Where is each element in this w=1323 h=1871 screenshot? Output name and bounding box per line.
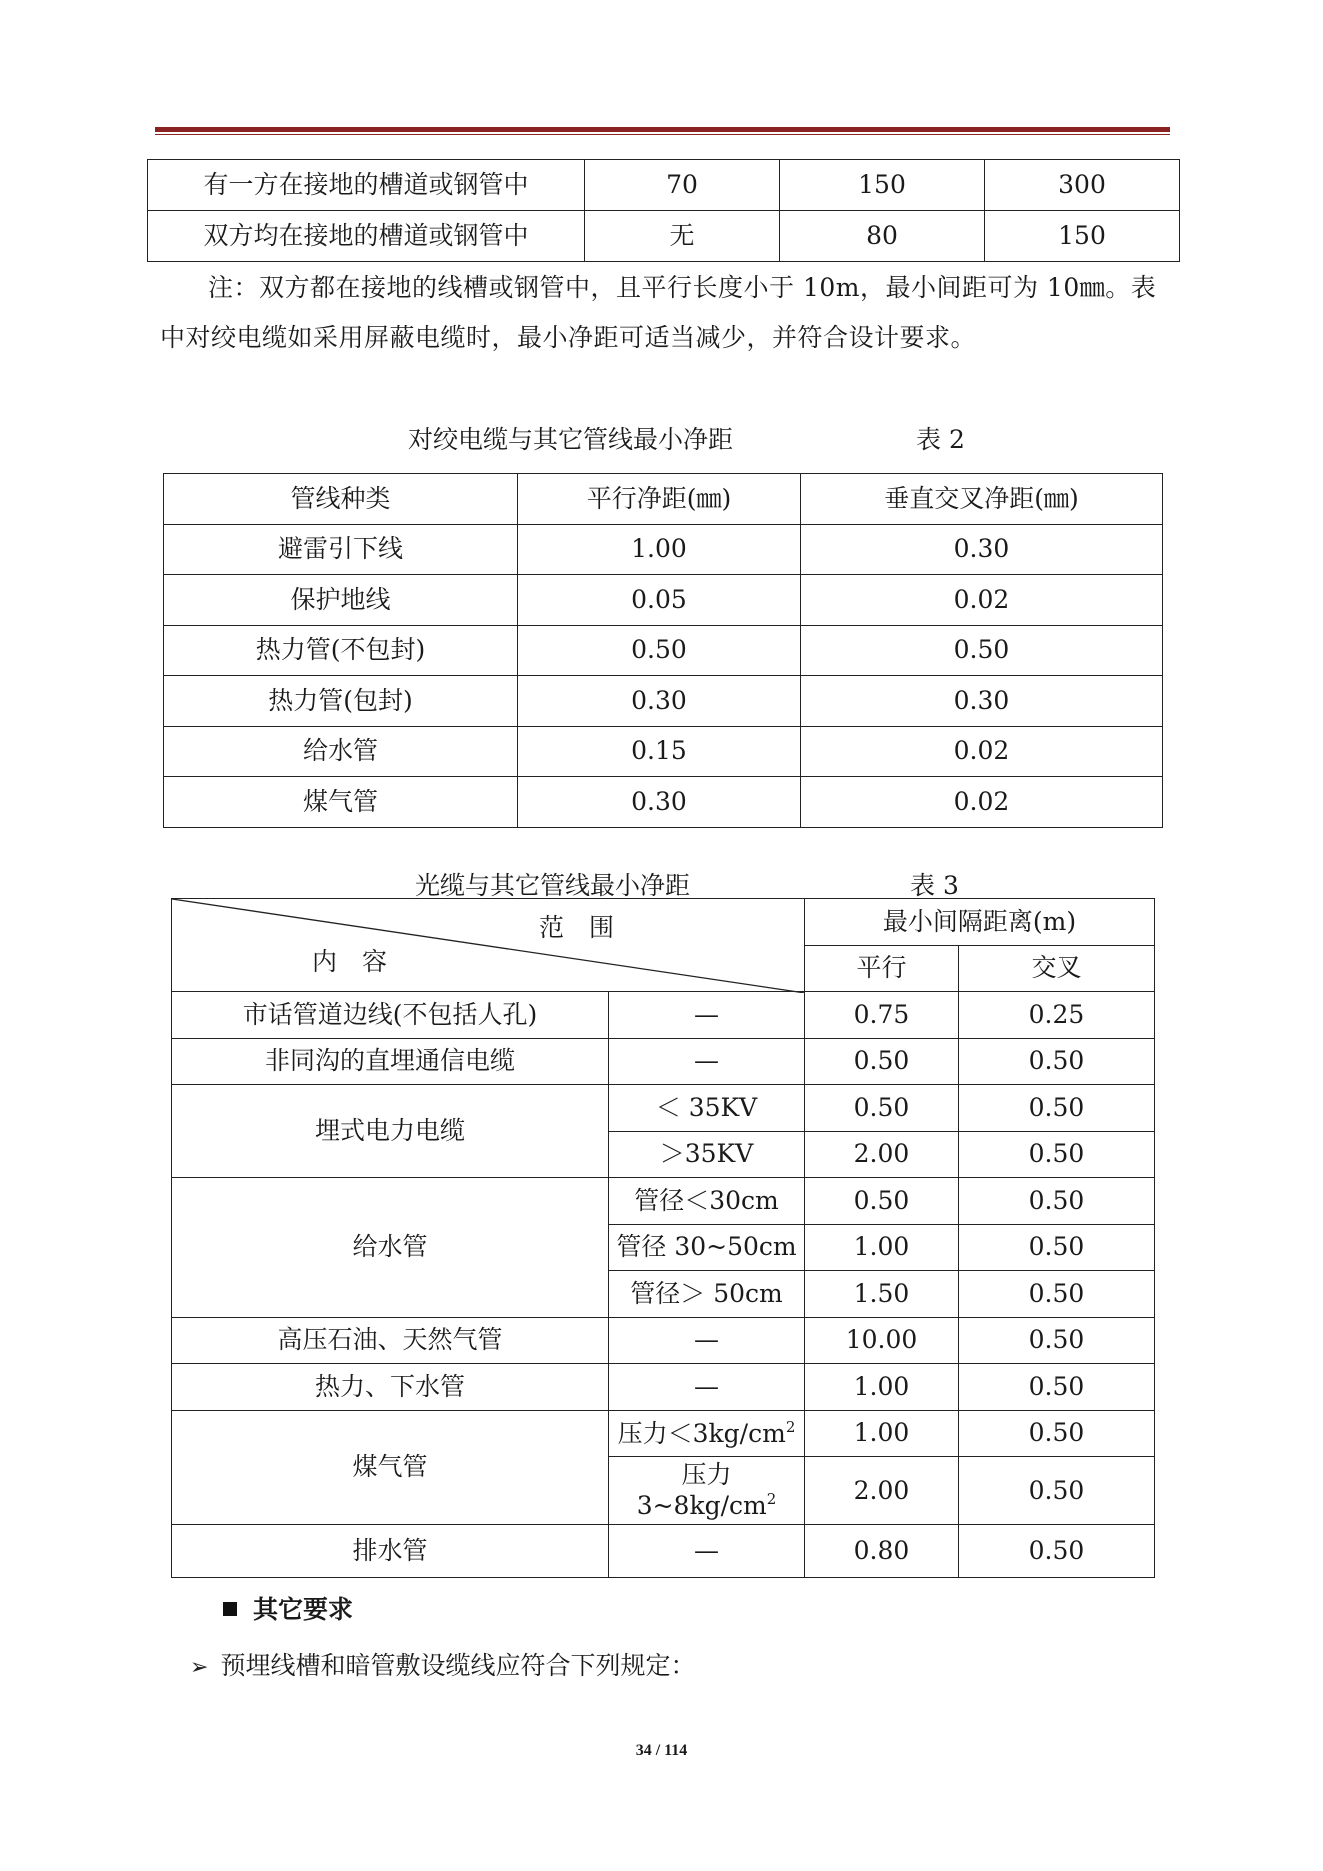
header-rule	[155, 127, 1170, 132]
pressure-label: 压力	[681, 1460, 732, 1489]
bullet-item	[190, 1646, 695, 1682]
table-cell: 双方均在接地的槽道或钢管中	[148, 211, 585, 262]
table-cell: 0.50	[805, 1038, 959, 1085]
table-row	[164, 524, 1163, 575]
header-range: 范 围	[538, 913, 614, 942]
twisted-pair-clearance-table	[163, 473, 1163, 828]
column-header: 管线种类	[164, 474, 518, 525]
table-header-row	[172, 899, 1155, 946]
table-cell: 80	[780, 211, 985, 262]
table-cell: 1.00	[518, 524, 801, 575]
table-cell: 热力管(不包封)	[164, 625, 518, 676]
table-cell: 0.80	[805, 1525, 959, 1578]
table-row	[172, 1410, 1155, 1457]
table-cell: 有一方在接地的槽道或钢管中	[148, 160, 585, 211]
table-cell: 0.02	[801, 777, 1163, 828]
column-header: 最小间隔距离(m)	[805, 899, 1155, 946]
table-cell: 管径＜30cm	[609, 1178, 805, 1225]
table-cell: 300	[985, 160, 1180, 211]
table-cell: 0.50	[805, 1085, 959, 1132]
table-cell: 0.50	[959, 1410, 1155, 1457]
table-cell: 0.50	[959, 1317, 1155, 1364]
table-cell: 给水管	[164, 726, 518, 777]
table-cell: 1.00	[805, 1410, 959, 1457]
table-cell: ＜ 35KV	[609, 1085, 805, 1132]
table-cell: 0.50	[518, 625, 801, 676]
table-cell: 0.30	[801, 524, 1163, 575]
fiber-cable-clearance-table	[171, 898, 1155, 1578]
table-row	[164, 575, 1163, 626]
table-cell: 避雷引下线	[164, 524, 518, 575]
table-row	[164, 726, 1163, 777]
table-row	[148, 211, 1180, 262]
table-row	[172, 1317, 1155, 1364]
table-row	[172, 1038, 1155, 1085]
table-cell: 0.05	[518, 575, 801, 626]
bullet-text: 预埋线槽和暗管敷设缆线应符合下列规定：	[220, 1651, 696, 1680]
table-cell: 2.00	[805, 1457, 959, 1525]
table-row	[172, 1525, 1155, 1578]
table-row	[164, 777, 1163, 828]
table-cell: 热力、下水管	[172, 1364, 609, 1411]
table-row	[148, 160, 1180, 211]
table-cell: 1.00	[805, 1364, 959, 1411]
table-cell: 0.50	[959, 1085, 1155, 1132]
table-cell: —	[609, 1038, 805, 1085]
table3-caption: 光缆与其它管线最小净距	[415, 871, 691, 900]
table-row	[172, 1085, 1155, 1132]
table-cell: 给水管	[172, 1178, 609, 1318]
table-cell: 0.50	[959, 1224, 1155, 1271]
table3-number: 表 3	[910, 871, 959, 900]
table-cell: 排水管	[172, 1525, 609, 1578]
table-cell: 0.25	[959, 992, 1155, 1039]
table-cell: —	[609, 1364, 805, 1411]
table-cell: 1.00	[805, 1224, 959, 1271]
column-header: 平行净距(㎜)	[518, 474, 801, 525]
table-cell: 0.50	[959, 1271, 1155, 1318]
table-cell: 0.50	[959, 1131, 1155, 1178]
table-cell: —	[609, 1317, 805, 1364]
square-bullet-icon	[223, 1602, 237, 1616]
table-cell: 高压石油、天然气管	[172, 1317, 609, 1364]
table-cell: 0.50	[959, 1364, 1155, 1411]
table-cell: 0.50	[805, 1178, 959, 1225]
table-cell: 0.50	[959, 1038, 1155, 1085]
column-header: 平行	[805, 945, 959, 992]
table-cell: 150	[780, 160, 985, 211]
table-cell: 0.15	[518, 726, 801, 777]
table-row	[164, 625, 1163, 676]
table-cell	[609, 1410, 805, 1457]
table-cell: 管径＞ 50cm	[609, 1271, 805, 1318]
arrow-bullet-icon: ➢	[190, 1655, 209, 1680]
table2-caption: 对绞电缆与其它管线最小净距	[408, 425, 734, 454]
table-cell: 0.50	[801, 625, 1163, 676]
table-note: 注：双方都在接地的线槽或钢管中，且平行长度小于 10m，最小间距可为 10㎜。表中对绞电缆如采用屏蔽电缆时，最小净距可适当减少，并符合设计要求。	[160, 273, 1157, 352]
table-cell: —	[609, 1525, 805, 1578]
table-row	[172, 1178, 1155, 1225]
superscript: 2	[766, 1490, 777, 1508]
table-cell: 1.50	[805, 1271, 959, 1318]
table-header-row	[164, 474, 1163, 525]
table-cell: 150	[985, 211, 1180, 262]
table-cell: 0.02	[801, 575, 1163, 626]
section-title: 其它要求	[253, 1595, 354, 1624]
table-cell: 2.00	[805, 1131, 959, 1178]
header-content: 内 容	[312, 947, 388, 976]
table-cell: 热力管(包封)	[164, 676, 518, 727]
pressure-range: 3~8kg/cm	[636, 1491, 767, 1520]
table-cell: 0.30	[801, 676, 1163, 727]
column-header: 交叉	[959, 945, 1155, 992]
section-heading	[223, 1590, 353, 1626]
table-cell: 煤气管	[172, 1410, 609, 1525]
table-cell	[609, 1457, 805, 1525]
table-cell: 埋式电力电缆	[172, 1085, 609, 1178]
header-rule-thin	[155, 134, 1170, 135]
table-row	[172, 992, 1155, 1039]
table-cell: 0.30	[518, 676, 801, 727]
diagonal-line	[172, 899, 805, 993]
table-cell: 0.50	[959, 1178, 1155, 1225]
table-cell: 市话管道边线(不包括人孔)	[172, 992, 609, 1039]
table-cell: ＞35KV	[609, 1131, 805, 1178]
table-cell: 管径 30~50cm	[609, 1224, 805, 1271]
table-cell: —	[609, 992, 805, 1039]
table2-number: 表 2	[916, 425, 965, 454]
table-cell: 10.00	[805, 1317, 959, 1364]
table-cell: 保护地线	[164, 575, 518, 626]
table-cell: 70	[585, 160, 780, 211]
table-row	[172, 1364, 1155, 1411]
pressure-label: 压力＜3kg/cm	[617, 1418, 786, 1448]
separation-table-continued	[147, 159, 1180, 262]
table-cell: 0.02	[801, 726, 1163, 777]
table-cell: 煤气管	[164, 777, 518, 828]
table-cell: 0.50	[959, 1525, 1155, 1578]
column-header: 垂直交叉净距(㎜)	[801, 474, 1163, 525]
diagonal-header-cell	[172, 899, 805, 992]
table-cell: 0.30	[518, 777, 801, 828]
table-row	[164, 676, 1163, 727]
table-cell: 非同沟的直埋通信电缆	[172, 1038, 609, 1085]
table-cell: 无	[585, 211, 780, 262]
page-number: 34 / 114	[635, 1742, 688, 1759]
table-cell: 0.75	[805, 992, 959, 1039]
superscript: 2	[785, 1417, 796, 1436]
table-cell: 0.50	[959, 1457, 1155, 1525]
